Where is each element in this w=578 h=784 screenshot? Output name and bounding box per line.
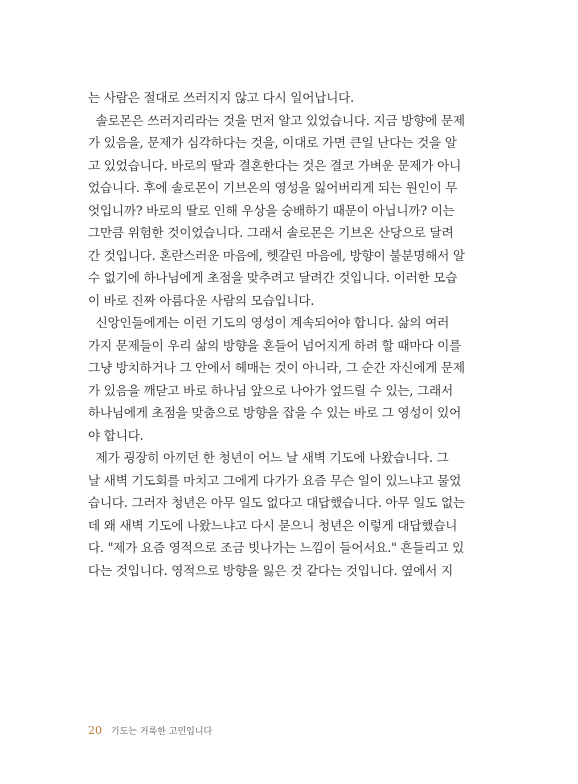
text-line: 고 있었습니다. 바로의 딸과 결혼한다는 것은 결코 가벼운 문제가 아니	[88, 157, 462, 173]
text-line: 데 왜 새벽 기도에 나왔느냐고 다시 묻으니 청년은 이렇게 대답했습니	[88, 517, 458, 533]
text-line: 야 합니다.	[88, 427, 144, 443]
text-line: 가지 문제들이 우리 삶의 방향을 혼들어 넘어지게 하려 할 때마다 이를	[88, 337, 462, 353]
text-line: 간 것입니다. 혼란스러운 마음에, 헷갈린 마음에, 방향이 불분명해서 알	[88, 247, 465, 263]
text-line: 제가 굉장히 아끼던 한 청년이 어느 날 새벽 기도에 나왔습니다. 그	[88, 450, 449, 465]
text-line: 었습니다. 후에 솔로몬이 기브온의 영성을 잃어버리게 되는 원인이 무	[88, 180, 458, 195]
page-footer	[88, 724, 212, 737]
body-text	[88, 87, 494, 582]
text-line: 엇입니까? 바로의 딸로 인해 우상을 숭배하기 때문이 아닙니까? 이는	[88, 202, 455, 218]
text-line: 수 없기에 하나님에게 초점을 맞추려고 달려간 것입니다. 이러한 모습	[88, 270, 458, 285]
text-line: 다. "제가 요즘 영적으로 조금 빗나가는 느낌이 들어서요." 흔들리고 있	[88, 540, 465, 555]
running-title: 기도는 거룩한 고민입니다	[110, 727, 213, 737]
text-line: 날 새벽 기도회를 마치고 그에게 다가가 요즘 무슨 일이 있느냐고 물었	[88, 472, 462, 488]
text-line: 그냥 방치하거나 그 안에서 헤매는 것이 아니라, 그 순간 자신에게 문제	[88, 360, 465, 375]
page-number: 20	[88, 724, 102, 737]
text-line: 가 있음을, 문제가 심각하다는 것을, 이대로 가면 큰일 난다는 것을 알	[88, 135, 457, 150]
text-line: 솔로몬은 쓰러지리라는 것을 먼저 알고 있었습니다. 지금 방향에 문제	[88, 112, 465, 128]
text-line: 습니다. 그러자 청년은 아무 일도 없다고 대답했습니다. 아무 일도 없는	[88, 495, 465, 510]
text-line: 가 있음을 깨닫고 바로 하나님 앞으로 나아가 엎드릴 수 있는, 그래서	[88, 382, 453, 398]
text-line: 는 사람은 절대로 쓰러지지 않고 다시 일어납니다.	[88, 90, 354, 105]
text-line: 하나님에게 초점을 맞춤으로 방향을 잡을 수 있는 바로 그 영성이 있어	[88, 405, 462, 420]
text-line: 신앙인들에게는 이런 기도의 영성이 계속되어야 합니다. 삶의 여러	[88, 315, 450, 330]
text-line: 이 바로 진짜 아름다운 사람의 모습입니다.	[88, 292, 315, 308]
text-line: 그만큼 위험한 것이었습니다. 그래서 솔로몬은 기브온 산당으로 달려	[88, 225, 454, 240]
text-line: 다는 것입니다. 영적으로 방향을 잃은 것 같다는 것입니다. 옆에서 지	[88, 562, 453, 578]
